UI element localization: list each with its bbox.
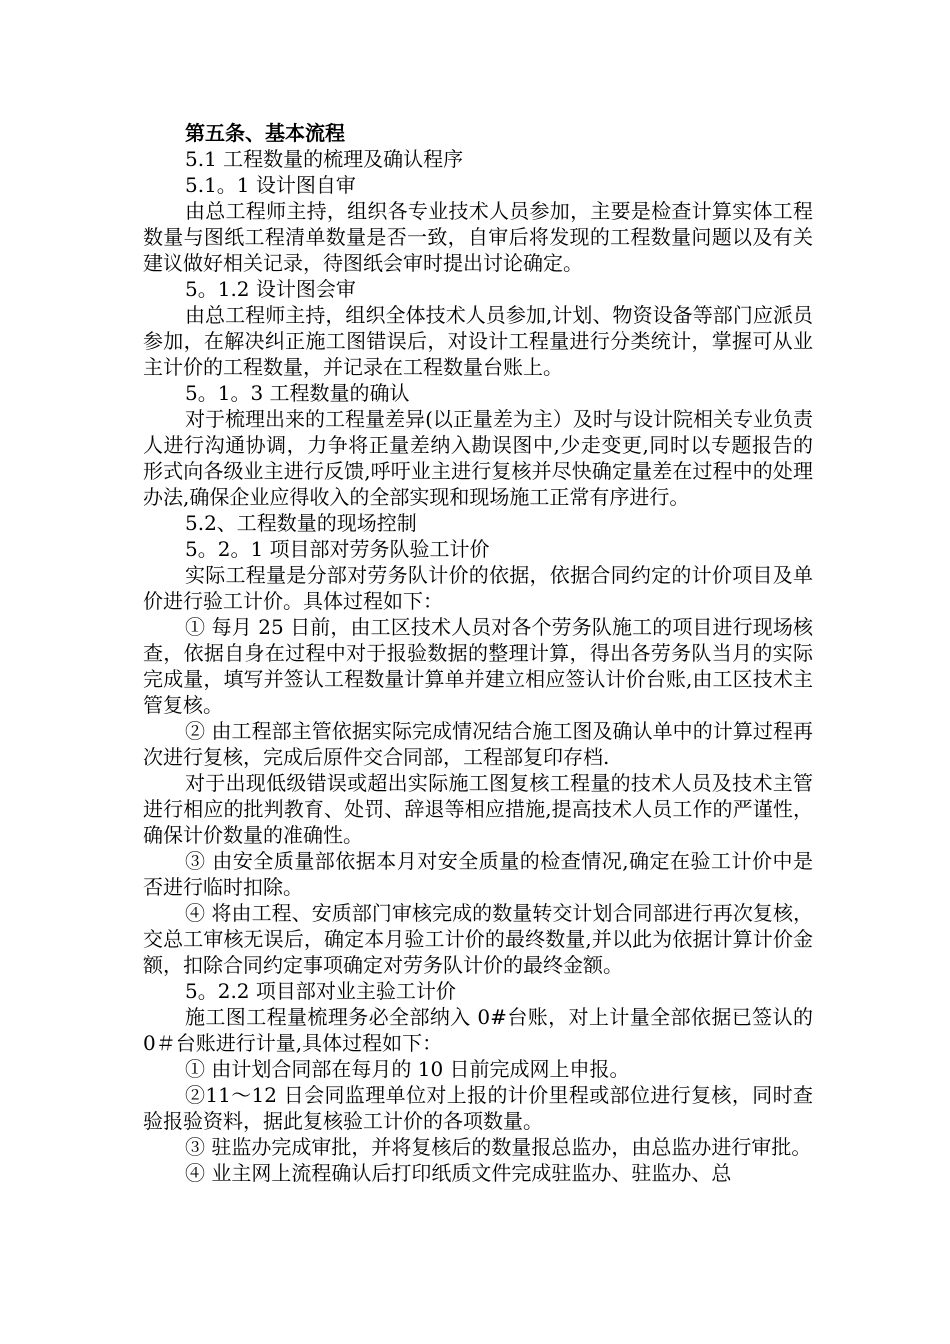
list-item: ③ 由安全质量部依据本月对安全质量的检查情况,确定在验工计价中是否进行临时扣除。	[143, 849, 813, 899]
list-item: ④ 将由工程、安质部门审核完成的数量转交计划合同部进行再次复核，交总工审核无误后，确定本月验工计价的最终数量,并以此为依据计算计价金额，扣除合同约定事项确定对劳务队计价的最终金额。	[143, 901, 813, 977]
body-paragraph: 施工图工程量梳理务必全部纳入 0#台账，对上计量全部依据已签认的 0＃台账进行计量,具体过程如下：	[143, 1005, 813, 1055]
body-paragraph: 由总工程师主持，组织全体技术人员参加,计划、物资设备等部门应派员参加，在解决纠正施工图错误后，对设计工程量进行分类统计，掌握可从业主计价的工程数量，并记录在工程数量台账上。	[143, 303, 813, 379]
subsection-heading: 5。1。3 工程数量的确认	[185, 381, 410, 405]
section-heading: 5.2、工程数量的现场控制	[185, 511, 417, 535]
document-body	[143, 120, 813, 1186]
body-paragraph: 对于梳理出来的工程量差异(以正量差为主）及时与设计院相关专业负责人进行沟通协调，力争将正量差纳入勘误图中,少走变更,同时以专题报告的形式向各级业主进行反馈,呼吁业主进行复核并尽快确定量差在过程中的处理办法,确保企业应得收入的全部实现和现场施工正常有序进行。	[143, 407, 813, 509]
subsection-heading: 5。2.2 项目部对业主验工计价	[185, 979, 456, 1003]
list-item: ②11～12 日会同监理单位对上报的计价里程或部位进行复核，同时查验报验资料，据此复核验工计价的各项数量。	[143, 1083, 813, 1133]
list-item: ③ 驻监办完成审批，并将复核后的数量报总监办，由总监办进行审批。	[185, 1135, 812, 1159]
subsection-heading: 5。1.2 设计图会审	[185, 277, 356, 301]
section-heading: 5.1 工程数量的梳理及确认程序	[185, 147, 464, 171]
list-item: ④ 业主网上流程确认后打印纸质文件完成驻监办、驻监办、总	[185, 1161, 732, 1185]
body-paragraph: 对于出现低级错误或超出实际施工图复核工程量的技术人员及技术主管进行相应的批判教育、处罚、辞退等相应措施,提高技术人员工作的严谨性，确保计价数量的准确性。	[143, 771, 813, 847]
body-paragraph: 实际工程量是分部对劳务队计价的依据，依据合同约定的计价项目及单价进行验工计价。具体过程如下：	[143, 563, 813, 613]
list-item: ① 每月 25 日前，由工区技术人员对各个劳务队施工的项目进行现场核查，依据自身在过程中对于报验数据的整理计算，得出各劳务队当月的实际完成量，填写并签认工程数量计算单并建立相应签认计价台账,由工区技术主管复核。	[143, 615, 813, 717]
article-heading: 第五条、基本流程	[185, 121, 345, 145]
subsection-heading: 5.1。1 设计图自审	[185, 173, 356, 197]
list-item: ② 由工程部主管依据实际完成情况结合施工图及确认单中的计算过程再次进行复核，完成后原件交合同部，工程部复印存档.	[143, 719, 813, 769]
subsection-heading: 5。2。1 项目部对劳务队验工计价	[185, 537, 490, 561]
body-paragraph: 由总工程师主持，组织各专业技术人员参加，主要是检查计算实体工程数量与图纸工程清单数量是否一致，自审后将发现的工程数量问题以及有关建议做好相关记录，待图纸会审时提出讨论确定。	[143, 199, 813, 275]
list-item: ① 由计划合同部在每月的 10 日前完成网上申报。	[185, 1057, 630, 1081]
